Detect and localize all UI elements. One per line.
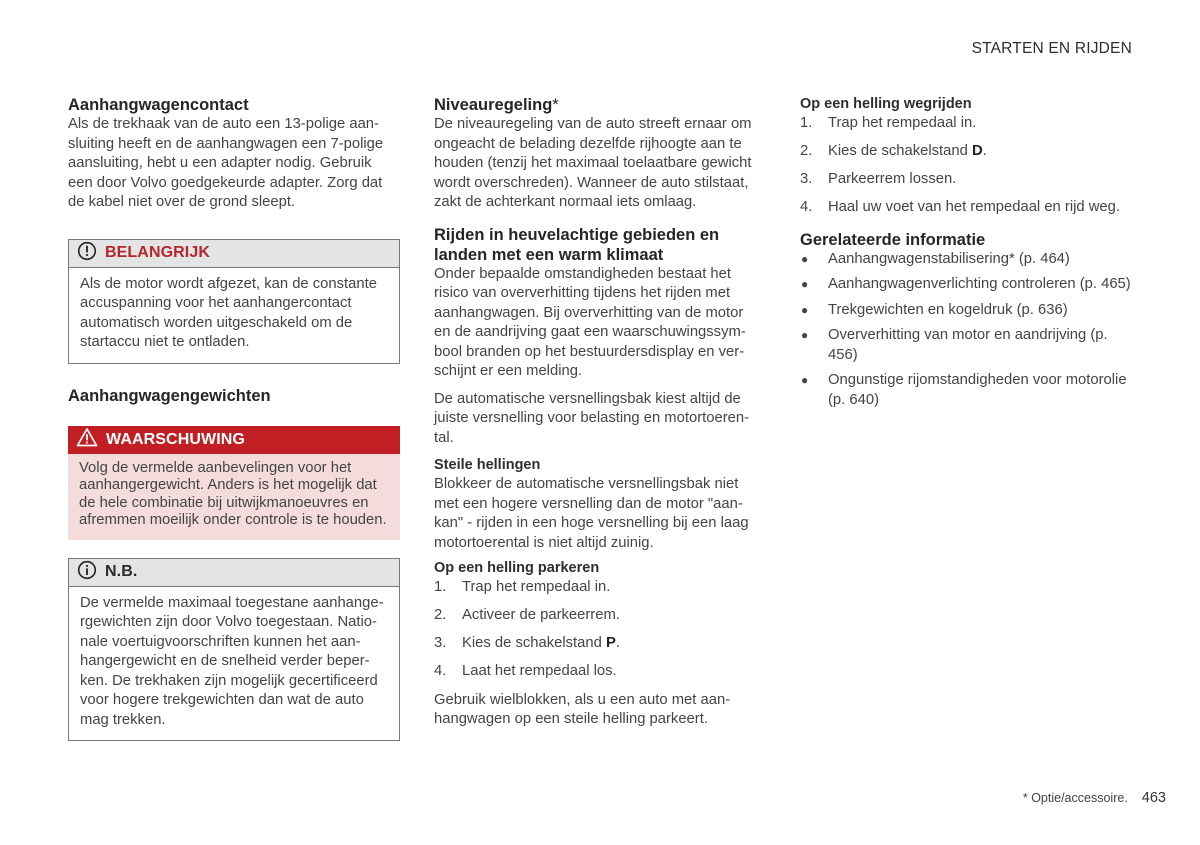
steep-text: Blokkeer de automatische versnellingsbak niet met een hogere versnelling dan de motor "aankan" - rijden in een hoge versnelling bij een laag motortoerental is niet altijd zuinig.	[434, 476, 749, 551]
level-heading-text: Niveauregeling	[434, 96, 553, 114]
related-link[interactable]: ● Aanhangwagenstabilisering* (p. 464)	[800, 250, 1134, 270]
related-list	[800, 250, 1134, 411]
away-steps	[800, 114, 1134, 218]
note-text: De vermelde maximaal toegestane aanhangergewichten zijn door Volvo toegestaan. Nationale voertuigvoorschriften kunnen het aanhangergewicht en de snelheid verder beperken. De trekhaken zijn mogelijk gecertificeerd voor hogere trekgewichten dan wat de auto mag trekken.	[80, 594, 384, 728]
bullet-dot-icon: ●	[801, 328, 809, 342]
exclamation-circle-icon	[77, 241, 97, 266]
list-item: 4. Laat het rempedaal los.	[434, 663, 617, 679]
hills-text-1: Onder bepaalde omstandigheden bestaat het risico van oververhitting tijdens het rijden met aanhangwagen. Bij oververhitting van de motor en de aandrijving gaat een waarschuwingssymbool branden op het bestuurdersdisplay en verschijnt er een melding.	[434, 265, 746, 379]
warning-box	[68, 426, 400, 540]
bullet-dot-icon: ●	[801, 302, 809, 317]
warning-triangle-icon	[76, 427, 98, 452]
related-link[interactable]: ● Aanhangwagenverlichting controleren (p. 465)	[800, 275, 1134, 295]
page-number: 463	[1141, 790, 1166, 806]
note-box	[68, 558, 400, 742]
option-asterisk: *	[552, 96, 559, 114]
warning-header	[68, 426, 400, 454]
related-link[interactable]: ● Ongunstige rijomstandigheden voor motorolie (p. 640)	[800, 371, 1134, 410]
column-left	[68, 95, 400, 741]
related-heading: Gerelateerde informatie	[800, 230, 986, 249]
list-item: 3. Parkeerrem lossen.	[800, 171, 957, 187]
contact-text: Als de trekhaak van de auto een 13-polige aansluiting heeft en de aanhangwagen een 7-polige aansluiting, hebt u een adapter nodig. Gebruik een door Volvo goedgekeurde adapter. Zorg dat de kabel niet over de grond sleept.	[68, 116, 384, 210]
park-steps	[434, 578, 760, 682]
bullet-dot-icon: ●	[801, 277, 809, 291]
important-box	[68, 239, 400, 364]
list-item: 1. Trap het rempedaal in.	[434, 579, 611, 595]
park-text: Gebruik wielblokken, als u een auto met aanhangwagen op een steile helling parkeert.	[434, 691, 731, 727]
option-note: * Optie/accessoire.	[1022, 791, 1128, 805]
warning-label: WAARSCHUWING	[106, 430, 245, 448]
list-item: 4. Haal uw voet van het rempedaal en rijd weg.	[800, 199, 1120, 215]
list-item: 3. Kies de schakelstand P.	[434, 635, 620, 651]
related-link[interactable]: ● Trekgewichten en kogeldruk (p. 636)	[800, 301, 1134, 321]
gear-d: D	[971, 143, 983, 159]
steep-heading: Steile hellingen	[434, 457, 541, 473]
section-title: STARTEN EN RIJDEN	[971, 40, 1132, 57]
list-item: 1. Trap het rempedaal in.	[800, 115, 977, 131]
related-link[interactable]: ● Oververhitting van motor en aandrijving (p. 456)	[800, 326, 1134, 365]
list-item: 2. Activeer de parkeerrem.	[434, 607, 620, 623]
note-header	[69, 559, 399, 587]
column-middle	[434, 95, 760, 730]
hills-heading: Rijden in heuvelachtige gebieden en landen met een warm klimaat	[434, 225, 720, 264]
gear-p: P	[605, 635, 616, 651]
important-label: BELANGRIJK	[105, 244, 211, 261]
warning-text: Volg de vermelde aanbevelingen voor het aanhangergewicht. Anders is het mogelijk dat de hele combinatie bij uitwijkmanoeuvres en afremmen moeilijk onder controle is te houden.	[79, 459, 387, 528]
level-text: De niveauregeling van de auto streeft ernaar om ongeacht de belading dezelfde rijhoogte aan te houden (tenzij het maximaal toelaatbare gewicht wordt overschreden). Wanneer de auto stilstaat, zakt de achterkant normaal iets omlaag.	[434, 116, 752, 210]
bullet-dot-icon: ●	[801, 251, 809, 266]
info-circle-icon	[77, 560, 97, 585]
level-heading	[434, 95, 760, 115]
important-header	[69, 240, 399, 268]
important-text: Als de motor wordt afgezet, kan de constante accuspanning voor het aanhangercontact automatisch worden uitgeschakeld om de startaccu niet te ontladen.	[80, 275, 377, 350]
weights-heading: Aanhangwagengewichten	[68, 386, 271, 405]
column-right	[800, 95, 1134, 410]
hills-text-2: De automatische versnellingsbak kiest altijd de juiste versnelling voor belasting en motortoerental.	[434, 390, 750, 446]
note-label: N.B.	[105, 563, 138, 580]
park-heading: Op een helling parkeren	[434, 560, 600, 576]
contact-heading: Aanhangwagencontact	[68, 96, 249, 114]
list-item: 2. Kies de schakelstand D.	[800, 143, 987, 159]
page-footer	[1023, 790, 1166, 806]
bullet-dot-icon: ●	[801, 373, 809, 387]
away-heading: Op een helling wegrijden	[800, 96, 972, 112]
